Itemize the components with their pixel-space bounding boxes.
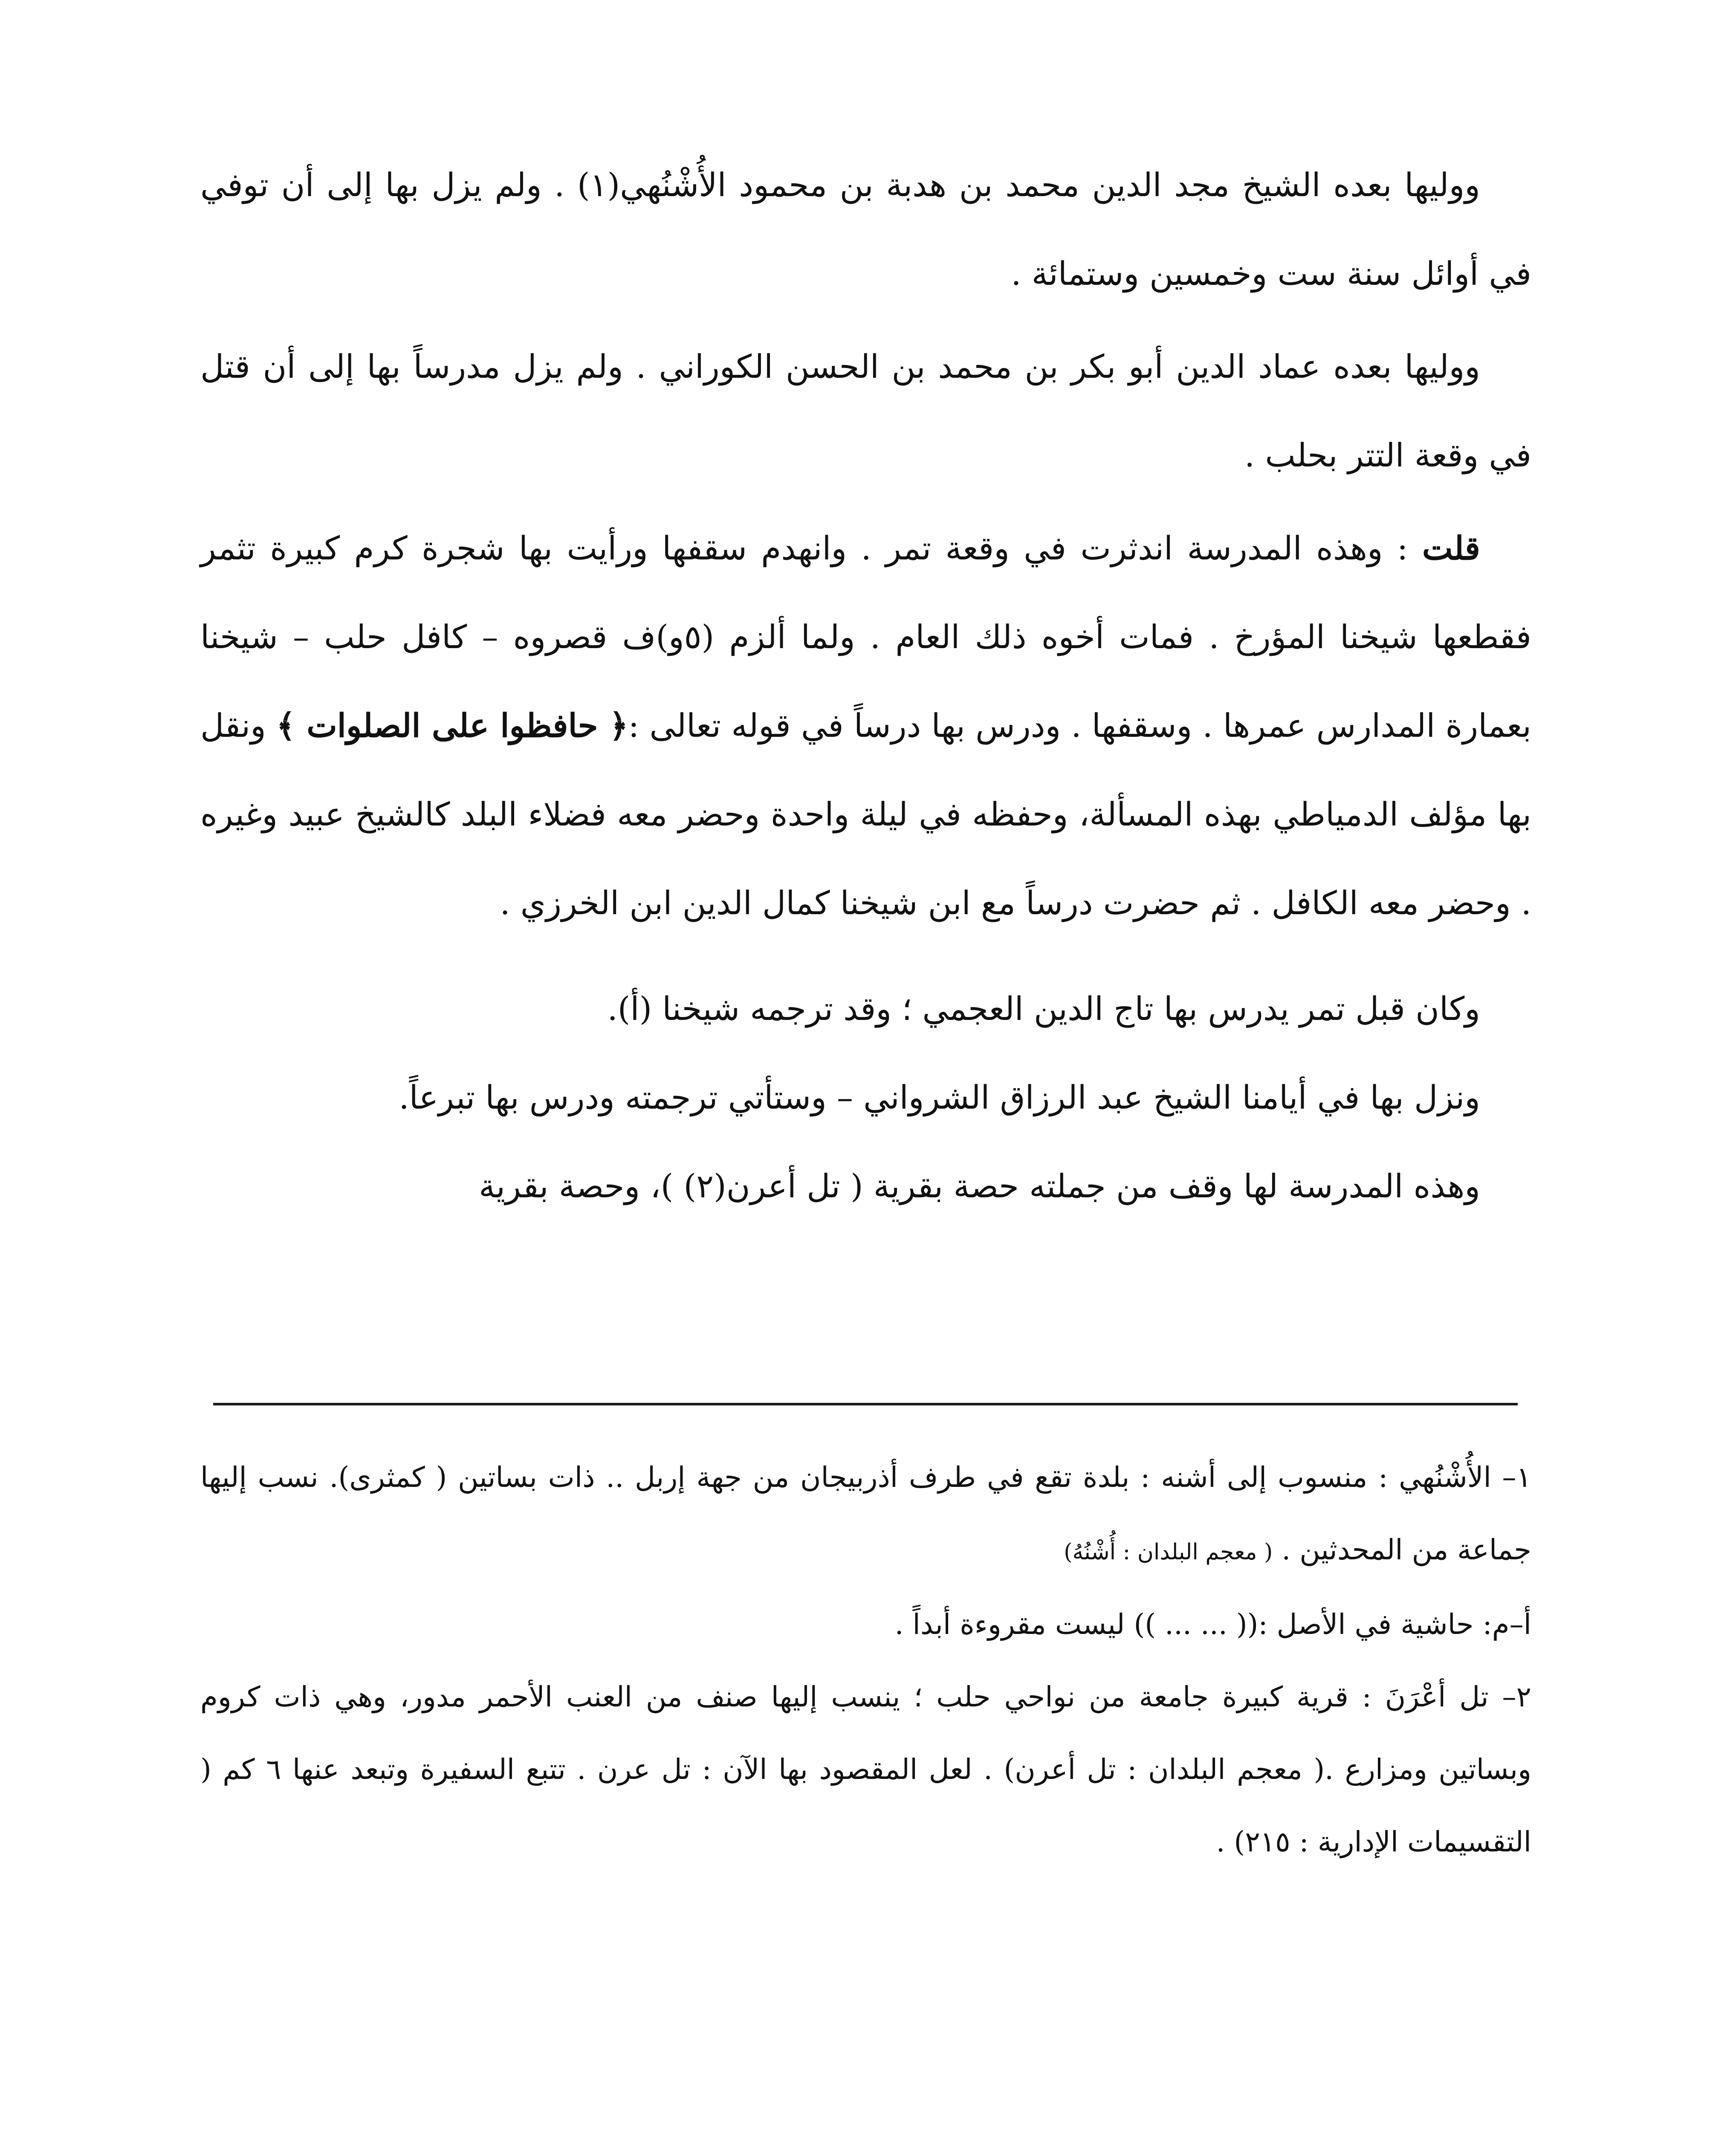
footnote-1-source: ( معجم البلدان : أُشْنُهُ) bbox=[1064, 1539, 1273, 1565]
paragraph-2: ووليها بعده عماد الدين أبو بكر بن محمد بن الحسن الكوراني . ولم يزل مدرساً بها إلى أن قتل في وقعة التتر بحلب . bbox=[200, 348, 1531, 474]
footnote-1-text: ١– الأُشْنُهي : منسوب إلى أشنه : بلدة تقع في طرف أذربيجان من جهة إربل .. ذات بساتين ( كمثرى). نسب إليها جماعة من المحدثين . bbox=[200, 1461, 1531, 1566]
footnote-1 bbox=[200, 1441, 1531, 1588]
paragraph-3-part-1: : وهذه المدرسة اندثرت في وقعة تمر . وانهدم سقفها ورأيت بها شجرة كرم كبيرة تثمر فقطعها شيخنا المؤرخ . فمات أخوه ذلك العام . ولما ألزم (٥و)ف قصروه – كافل حلب – شيخنا بعمارة المدارس عمرها . وسقفها . ودرس بها درساً في قوله تعالى : bbox=[200, 529, 1531, 744]
main-text bbox=[200, 141, 1531, 1231]
quran-verse: ﴿ حافظوا على الصلوات ﴾ bbox=[276, 707, 628, 744]
qultu-heading: قلت bbox=[1422, 529, 1480, 567]
footnote-2: ٢– تل أعْرَنَ : قرية كبيرة جامعة من نواحي حلب ؛ ينسب إليها صنف من العنب الأحمر مدور، وهي ذات كروم وبساتين ومزارع .( معجم البلدان : تل أعرن) . لعل المقصود بها الآن : تل عرن . تتبع السفيرة وتبعد عنها ٦ كم ( التقسيمات الإدارية : ٢١٥) . bbox=[200, 1680, 1532, 1858]
paragraph-5: ونزل بها في أيامنا الشيخ عبد الرزاق الشرواني – وستأتي ترجمته ودرس بها تبرعاً. bbox=[399, 1078, 1480, 1116]
footnotes bbox=[200, 1441, 1531, 1878]
paragraph-6: وهذه المدرسة لها وقف من جملته حصة بقرية ( تل أعرن(٢) )، وحصة بقرية bbox=[479, 1167, 1480, 1205]
paragraph-3-part-2: ونقل بها مؤلف الدمياطي بهذه المسألة، وحفظه في ليلة واحدة وحضر معه فضلاء البلد كالشيخ عبيد وغيره . وحضر معه الكافل . ثم حضرت درساً مع ابن شيخنا كمال الدين ابن الخرزي . bbox=[200, 707, 1531, 922]
paragraph-1: ووليها بعده الشيخ مجد الدين محمد بن هدبة بن محمود الأُشْنُهي(١) . ولم يزل بها إلى أن توفي في أوائل سنة ست وخمسين وستمائة . bbox=[200, 166, 1531, 293]
paragraph-3 bbox=[200, 504, 1531, 947]
footnote-a: أ–م: حاشية في الأصل :(( ... ... )) ليست مقروءة أبداً . bbox=[894, 1608, 1531, 1641]
footnote-divider bbox=[213, 1403, 1518, 1405]
paragraph-4: وكان قبل تمر يدرس بها تاج الدين العجمي ؛ وقد ترجمه شيخنا (أ). bbox=[607, 990, 1480, 1028]
